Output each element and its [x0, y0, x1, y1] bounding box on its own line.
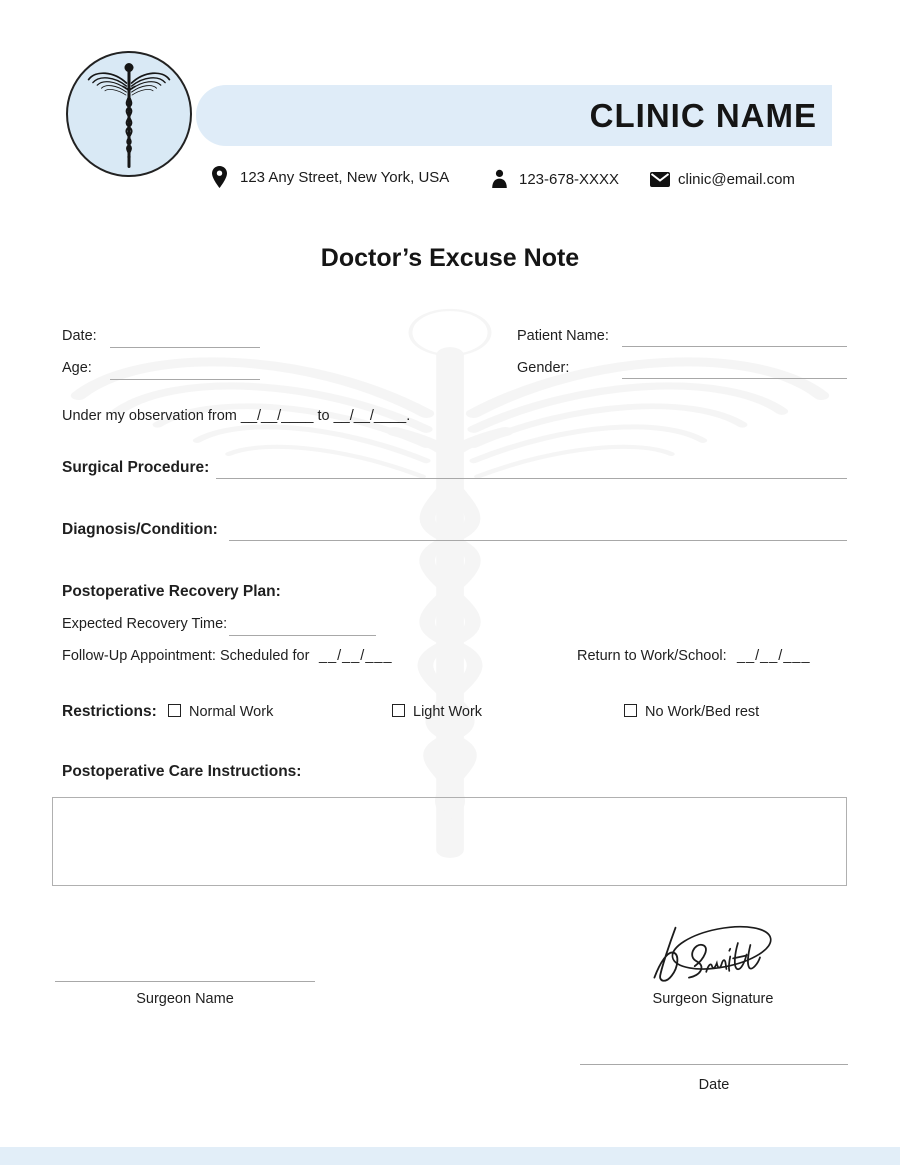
clinic-logo	[66, 51, 192, 177]
surgeon-signature-caption: Surgeon Signature	[652, 991, 774, 1007]
no-work-checkbox[interactable]	[624, 704, 637, 717]
expected-recovery-field-line[interactable]	[229, 635, 376, 636]
light-work-label: Light Work	[413, 704, 483, 720]
follow-up-label: Follow-Up Appointment: Scheduled for	[62, 648, 310, 664]
clinic-email: clinic@email.com	[678, 171, 795, 188]
gender-field-line[interactable]	[622, 378, 847, 379]
return-to-work-date-placeholder[interactable]: __/__/___	[737, 648, 811, 664]
care-instructions-box[interactable]	[52, 797, 847, 886]
diagnosis-field-line[interactable]	[229, 540, 847, 541]
diagnosis-label: Diagnosis/Condition:	[62, 521, 218, 538]
restriction-option-normal-work[interactable]	[168, 704, 273, 720]
location-pin-icon	[212, 166, 227, 188]
recovery-plan-heading: Postoperative Recovery Plan:	[62, 583, 281, 600]
no-work-label: No Work/Bed rest	[645, 704, 760, 720]
care-instructions-heading: Postoperative Care Instructions:	[62, 763, 302, 780]
footer-accent-bar	[0, 1147, 900, 1165]
surgeon-name-caption: Surgeon Name	[136, 991, 234, 1007]
surgical-procedure-label: Surgical Procedure:	[62, 459, 210, 476]
signature-date-line[interactable]	[580, 1064, 848, 1065]
restriction-option-no-work[interactable]	[624, 704, 759, 720]
normal-work-checkbox[interactable]	[168, 704, 181, 717]
surgeon-name-line[interactable]	[55, 981, 315, 982]
page-title: Doctor’s Excuse Note	[320, 244, 580, 272]
expected-recovery-label: Expected Recovery Time:	[62, 616, 228, 632]
age-field-line[interactable]	[110, 379, 260, 380]
gender-label: Gender:	[517, 360, 570, 376]
observation-sentence: Under my observation from __/__/____ to __/__/____.	[62, 408, 411, 424]
date-label: Date:	[62, 328, 97, 344]
light-work-checkbox[interactable]	[392, 704, 405, 717]
return-to-work-label: Return to Work/School:	[577, 648, 727, 664]
clinic-address: 123 Any Street, New York, USA	[240, 169, 450, 186]
surgeon-signature-image	[642, 920, 782, 992]
surgical-procedure-field-line[interactable]	[216, 478, 847, 479]
patient-name-field-line[interactable]	[622, 346, 847, 347]
patient-name-label: Patient Name:	[517, 328, 609, 344]
restriction-option-light-work[interactable]	[392, 704, 482, 720]
envelope-icon	[650, 172, 670, 187]
age-label: Age:	[62, 360, 92, 376]
clinic-name: CLINIC NAME	[589, 97, 817, 134]
normal-work-label: Normal Work	[189, 704, 274, 720]
follow-up-date-placeholder[interactable]: __/__/___	[319, 648, 393, 664]
date-field-line[interactable]	[110, 347, 260, 348]
person-icon	[491, 169, 508, 188]
restrictions-heading: Restrictions:	[62, 703, 157, 720]
caduceus-icon	[86, 58, 172, 170]
clinic-phone: 123-678-XXXX	[519, 171, 620, 188]
signature-date-caption: Date	[698, 1077, 730, 1093]
